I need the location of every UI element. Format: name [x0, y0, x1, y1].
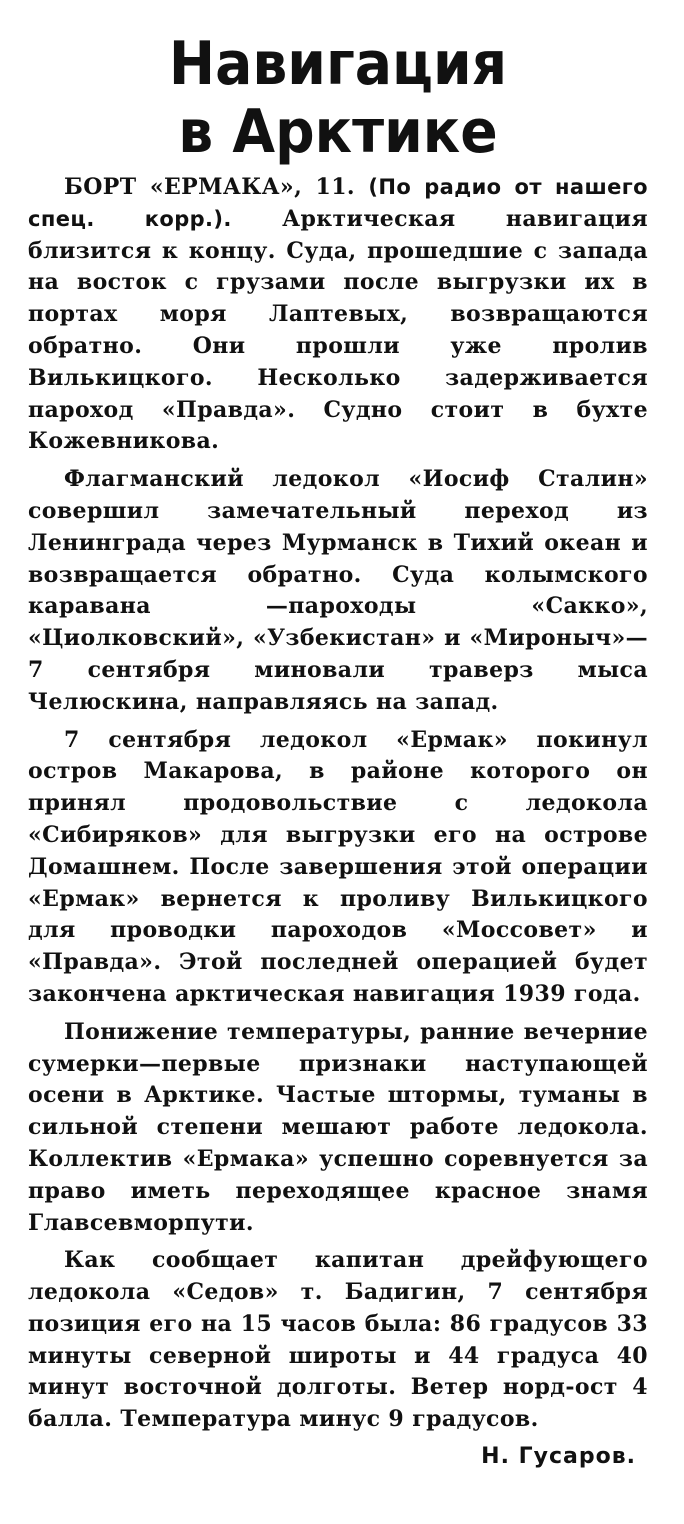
headline-line-1: Навигация [168, 29, 508, 99]
article-body [28, 172, 648, 1436]
headline-line-2: в Арктике [178, 97, 498, 167]
author-signature: Н. Гусаров. [481, 1444, 636, 1470]
paragraph-1 [28, 172, 648, 458]
paragraph-2: Флагманский ледокол «Иосиф Сталин» совершил замечательный переход из Ленинграда через Мурманск в Тихий океан и возвращается обратно. Суда колымского каравана —пароходы «Сакко», «Циолковский», «Узбекистан» и «Мироныч»—7 сентября миновали траверз мыса Челюскина, направляясь на запад. [28, 466, 648, 715]
paragraph-5: Как сообщает капитан дрейфующего ледокола «Седов» т. Бадигин, 7 сентября позиция его на 15 часов была: 86 градусов 33 минуты северной широты и 44 градуса 40 минут восточной долготы. Ветер норд-ост 4 балла. Температура минус 9 градусов. [28, 1247, 648, 1433]
paragraph-1-text: Арктическая навигация близится к концу. Суда, прошедшие с запада на восток с грузами после выгрузки их в портах моря Лаптевых, возвращаются обратно. Они прошли уже пролив Вилькицкого. Несколько задерживается пароход «Правда». Судно стоит в бухте Кожевникова. [28, 205, 649, 455]
newspaper-article [28, 30, 648, 1469]
headline [53, 30, 623, 166]
paragraph-3: 7 сентября ледокол «Ермак» покинул остров Макарова, в районе которого он принял продовольствие с ледокола «Сибиряков» для выгрузки его на острове Домашнем. После завершения этой операции «Ермак» вернется к проливу Вилькицкого для проводки пароходов «Моссовет» и «Правда». Этой последней операцией будет закончена арктическая навигация 1939 года. [28, 726, 648, 1007]
dateline: БОРТ «ЕРМАКА», 11. [64, 174, 355, 200]
source-note: (По радио от нашего спец. корр.). [28, 175, 648, 231]
paragraph-4: Понижение температуры, ранние вечерние сумерки—первые признаки наступающей осени в Арктике. Частые штормы, туманы в сильной степени мешают работе ледокола. Коллектив «Ермака» успешно соревнуется за право иметь переходящее красное знамя Главсевморпути. [28, 1018, 648, 1236]
